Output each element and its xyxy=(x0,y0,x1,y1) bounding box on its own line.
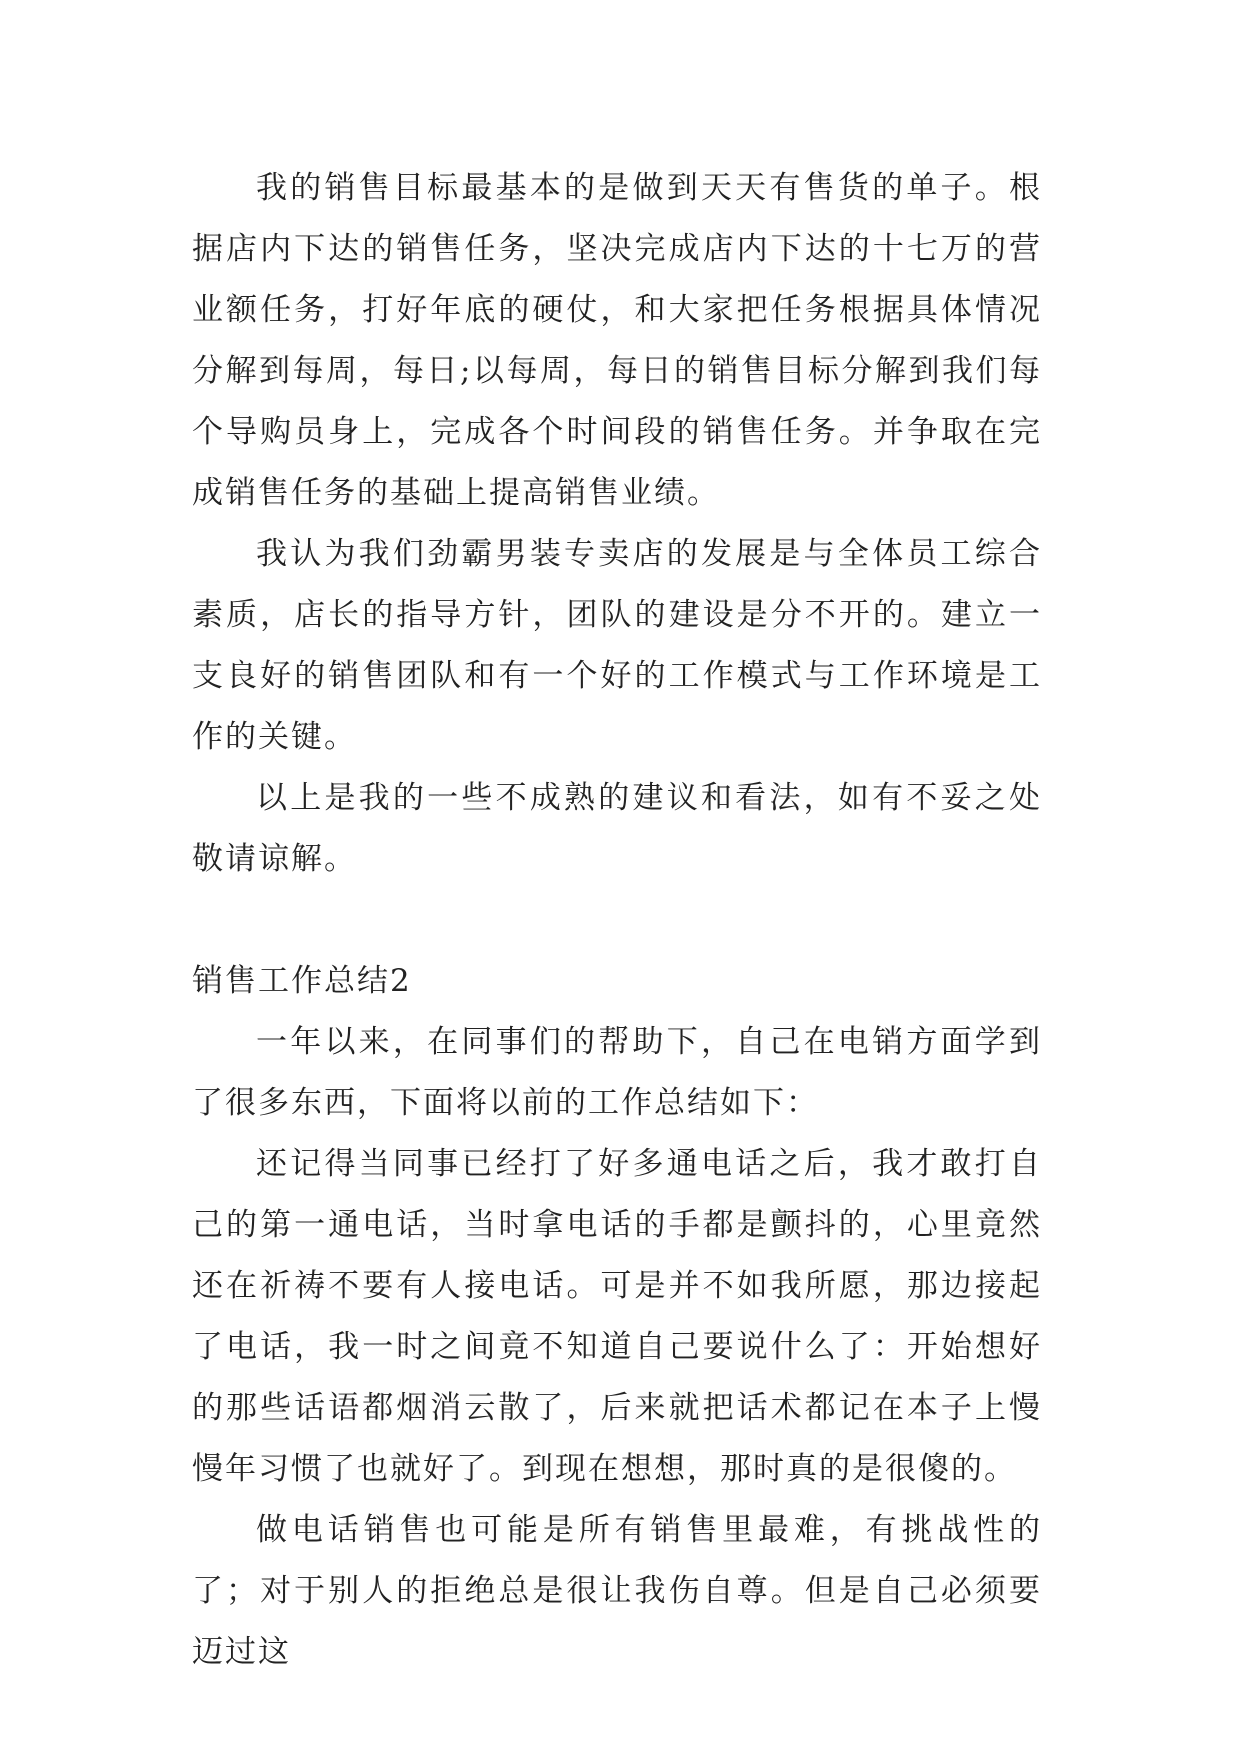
section-heading: 销售工作总结2 xyxy=(192,963,412,999)
paragraph-year-summary: 一年以来，在同事们的帮助下，自己在电销方面学到了很多东西，下面将以前的工作总结如下： xyxy=(192,1024,1042,1121)
document-body xyxy=(192,158,1042,1683)
paragraph-phone-sales-challenge: 做电话销售也可能是所有销售里最难，有挑战性的了；对于别人的拒绝总是很让我伤自尊。但是自己必须要迈过这 xyxy=(192,1512,1042,1670)
paragraph-sales-target: 我的销售目标最基本的是做到天天有售货的单子。根据店内下达的销售任务，坚决完成店内下达的十七万的营业额任务，打好年底的硬仗，和大家把任务根据具体情况分解到每周，每日;以每周，每日的销售目标分解到我们每个导购员身上，完成各个时间段的销售任务。并争取在完成销售任务的基础上提高销售业绩。 xyxy=(192,170,1042,511)
paragraph-closing-remarks: 以上是我的一些不成熟的建议和看法，如有不妥之处敬请谅解。 xyxy=(192,780,1042,877)
paragraph-first-call: 还记得当同事已经打了好多通电话之后，我才敢打自己的第一通电话，当时拿电话的手都是颤抖的，心里竟然还在祈祷不要有人接电话。可是并不如我所愿，那边接起了电话，我一时之间竟不知道自己要说什么了：开始想好的那些话语都烟消云散了，后来就把话术都记在本子上慢慢年习惯了也就好了。到现在想想，那时真的是很傻的。 xyxy=(192,1146,1042,1487)
paragraph-team-development: 我认为我们劲霸男装专卖店的发展是与全体员工综合素质，店长的指导方针，团队的建设是分不开的。建立一支良好的销售团队和有一个好的工作模式与工作环境是工作的关键。 xyxy=(192,536,1042,755)
